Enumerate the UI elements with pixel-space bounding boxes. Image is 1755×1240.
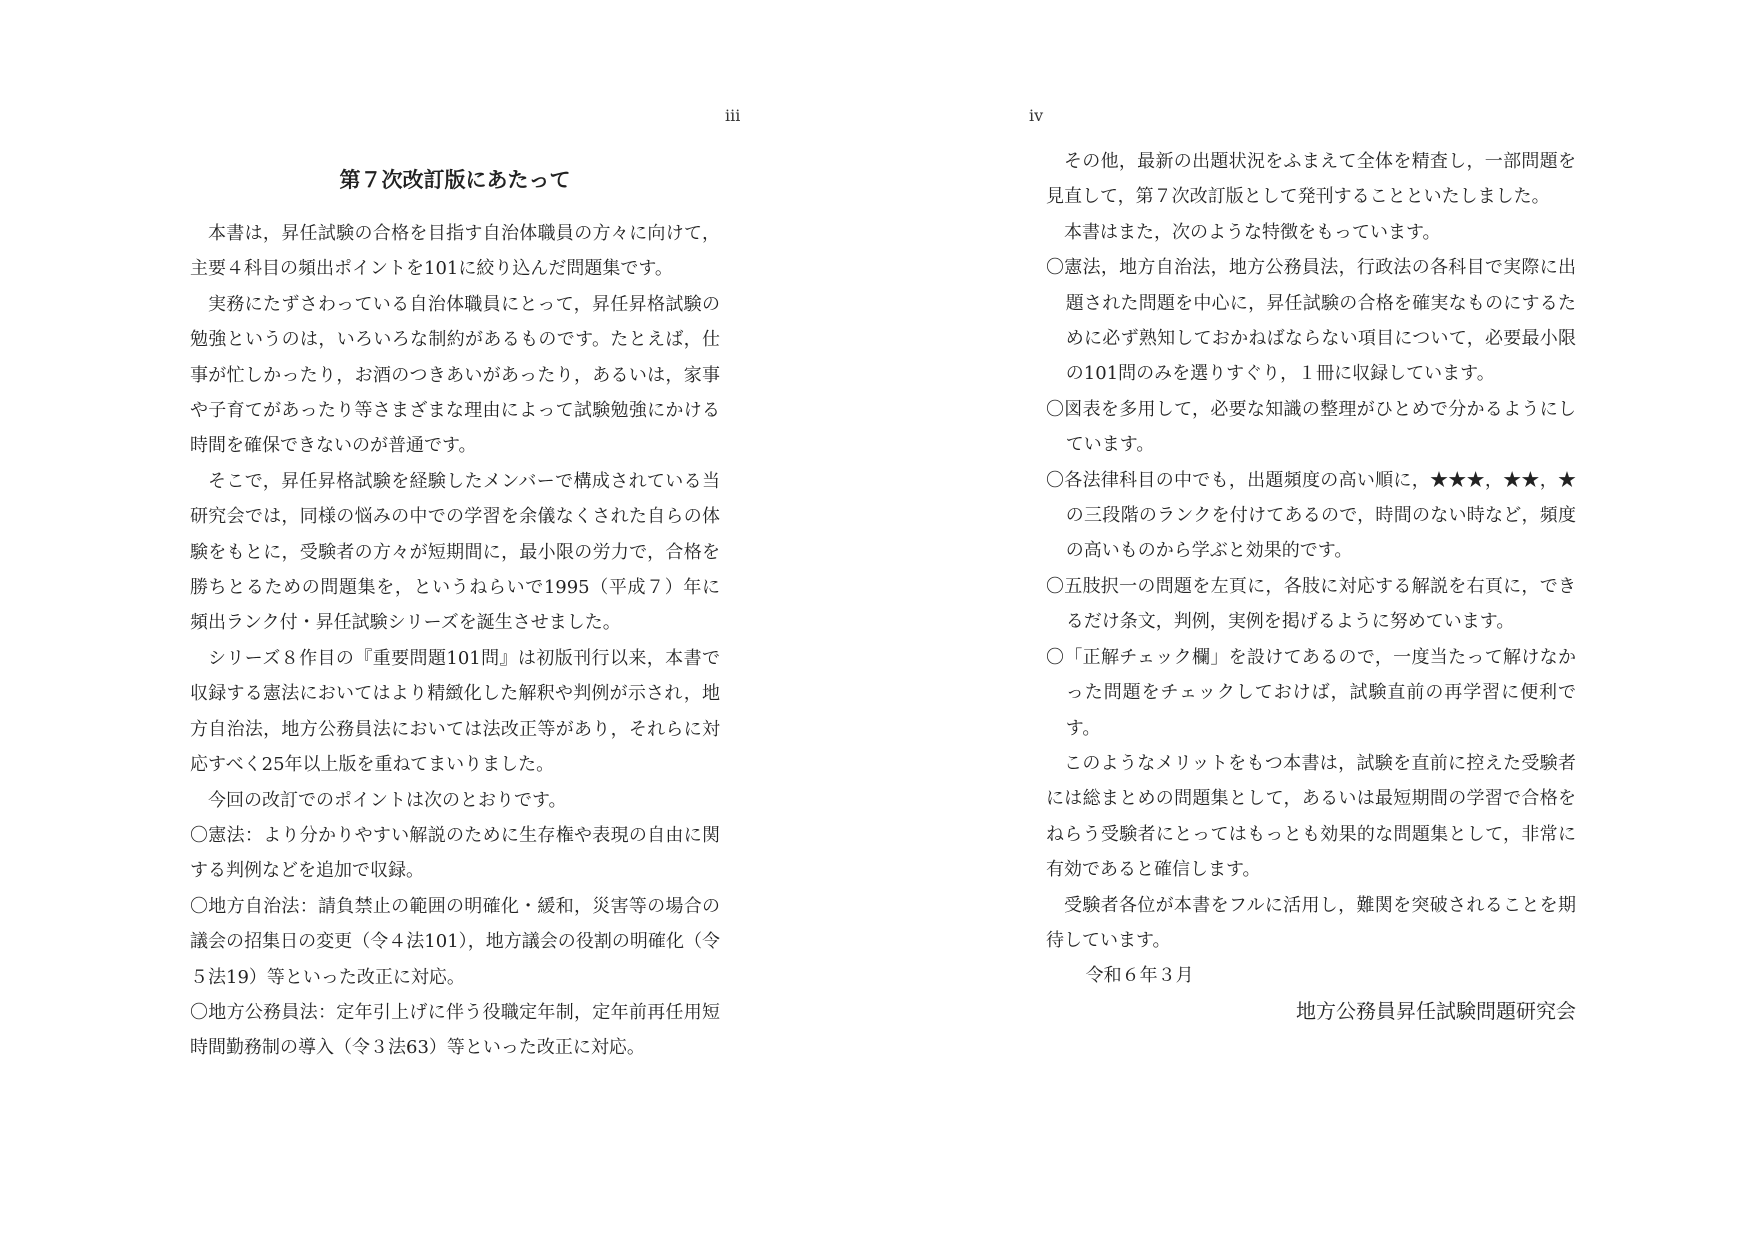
- paragraph: そこで，昇任昇格試験を経験したメンバーで構成されている当研究会では，同様の悩みの中での学習を余儀なくされた自らの体験をもとに，受験者の方々が短期間に，最小限の労力で，合格を勝ちとるための問題集を，というねらいで1995（平成７）年に頻出ランク付・昇任試験シリーズを誕生させました。: [190, 470, 720, 634]
- paragraph: 受験者各位が本書をフルに活用し，難関を突破されることを期待しています。: [1046, 894, 1576, 951]
- paragraph: 本書はまた，次のような特徴をもっています。: [1064, 221, 1441, 243]
- left-page-body: [190, 216, 720, 1066]
- paragraph: 今回の改訂でのポイントは次のとおりです。: [208, 789, 567, 811]
- feature-item: 〇「正解チェック欄」を設けてあるので，一度当たって解けなかった問題をチェックしておけば，試験直前の再学習に便利です。: [1046, 646, 1576, 739]
- right-page-body: [1046, 144, 1576, 1029]
- preface-title: 第７次改訂版にあたって: [339, 168, 571, 192]
- revision-point-item: 〇地方公務員法：定年引上げに伴う役職定年制，定年前再任用短時間勤務制の導入（令３法63）等といった改正に対応。: [190, 1001, 720, 1059]
- feature-item: 〇五肢択一の問題を左頁に，各肢に対応する解説を右頁に，できるだけ条文，判例，実例を掲げるように努めています。: [1046, 575, 1576, 633]
- publication-date: 令和６年３月: [1085, 965, 1194, 987]
- paragraph: シリーズ８作目の『重要問題101問』は初版刊行以来，本書で収録する憲法においてはより精緻化した解釈や判例が示され，地方自治法，地方公務員法においては法改正等があり，それらに対応すべく25年以上版を重ねてまいりました。: [190, 647, 720, 776]
- paragraph: 実務にたずさわっている自治体職員にとって，昇任昇格試験の勉強というのは，いろいろな制約があるものです。たとえば，仕事が忙しかったり，お酒のつきあいがあったり，あるいは，家事や子育てがあったり等さまざまな理由によって試験勉強にかける時間を確保できないのが普通です。: [190, 293, 720, 457]
- paragraph: その他，最新の出題状況をふまえて全体を精査し，一部問題を見直して，第７次改訂版として発刊することといたしました。: [1046, 151, 1576, 208]
- feature-item: 〇憲法，地方自治法，地方公務員法，行政法の各科目で実際に出題された問題を中心に，昇任試験の合格を確実なものにするために必ず熟知しておかねばならない項目について，必要最小限の101問のみを選りすぐり，１冊に収録しています。: [1046, 257, 1576, 385]
- paragraph: 本書は，昇任試験の合格を目指す自治体職員の方々に向けて，主要４科目の頻出ポイントを101に絞り込んだ問題集です。: [190, 223, 720, 280]
- page-number-right: iv: [1029, 106, 1044, 125]
- feature-item: 〇図表を多用して，必要な知識の整理がひとめで分かるようにしています。: [1046, 398, 1576, 456]
- revision-point-item: 〇憲法：より分かりやすい解説のために生存権や表現の自由に関する判例などを追加で収録。: [190, 824, 720, 882]
- feature-item: 〇各法律科目の中でも，出題頻度の高い順に，★★★，★★，★の三段階のランクを付けてあるので，時間のない時など，頻度の高いものから学ぶと効果的です。: [1046, 469, 1576, 562]
- revision-point-item: 〇地方自治法：請負禁止の範囲の明確化・緩和，災害等の場合の議会の招集日の変更（令４法101），地方議会の役割の明確化（令５法19）等といった改正に対応。: [190, 895, 720, 988]
- author-signature: 地方公務員昇任試験問題研究会: [1296, 998, 1576, 1023]
- page-number-left: iii: [725, 106, 741, 125]
- paragraph: このようなメリットをもつ本書は，試験を直前に控えた受験者には総まとめの問題集として，あるいは最短期間の学習で合格をねらう受験者にとってはもっとも効果的な問題集として，非常に有効であると確信します。: [1046, 752, 1576, 881]
